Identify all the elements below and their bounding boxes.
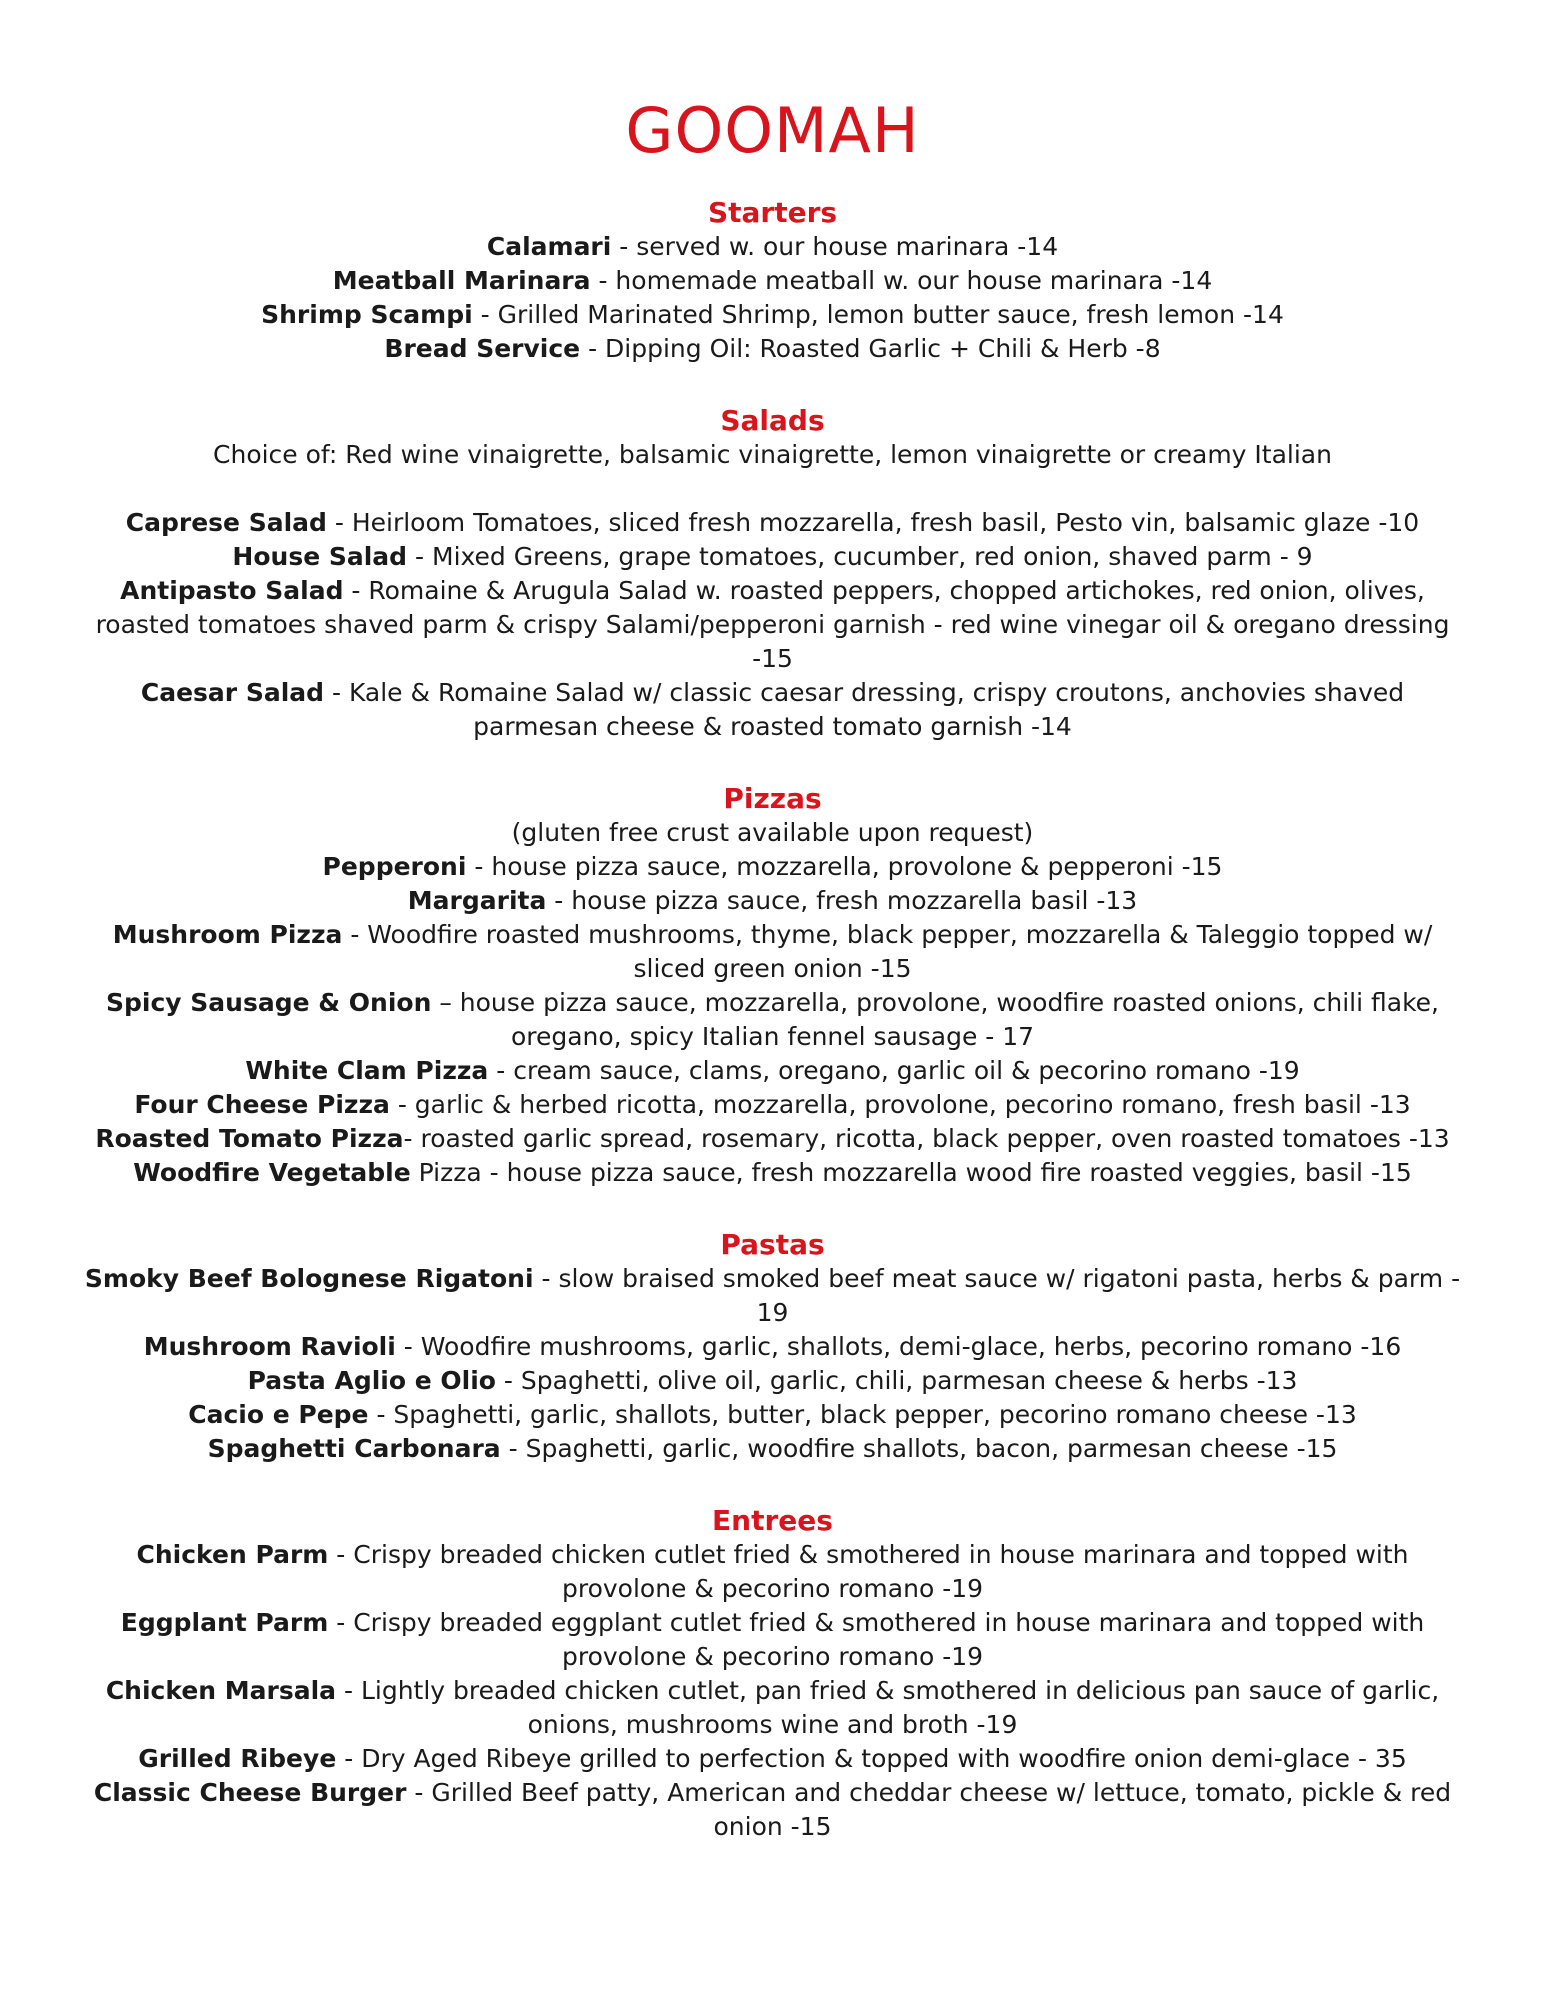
item-name: Eggplant Parm	[120, 1608, 329, 1637]
item-name: Margarita	[407, 886, 547, 915]
item-name: Pasta Aglio e Olio	[247, 1366, 496, 1395]
item-name: White Clam Pizza	[245, 1056, 489, 1085]
item-description: Pizza - house pizza sauce, fresh mozzarella wood fire roasted veggies, basil -15	[410, 1158, 1412, 1187]
item-name: Caesar Salad	[140, 678, 325, 707]
menu-item	[83, 1674, 1463, 1742]
item-name: Roasted Tomato Pizza	[95, 1124, 404, 1153]
item-name: Mushroom Ravioli	[143, 1332, 396, 1361]
item-name: Antipasto Salad	[120, 576, 344, 605]
menu-item	[83, 298, 1463, 332]
item-description: - house pizza sauce, fresh mozzarella basil -13	[546, 886, 1138, 915]
menu-item	[83, 1606, 1463, 1674]
item-description: – house pizza sauce, mozzarella, provolone, woodfire roasted onions, chili flake, oregano, spicy Italian fennel sausage - 17	[431, 988, 1439, 1051]
menu-item	[83, 264, 1463, 298]
item-description: - Kale & Romaine Salad w/ classic caesar dressing, crispy croutons, anchovies shaved parmesan cheese & roasted tomato garnish -14	[324, 678, 1405, 741]
menu-item	[83, 850, 1463, 884]
item-name: Mushroom Pizza	[112, 920, 343, 949]
section-entrees	[83, 1504, 1463, 1844]
item-description: - garlic & herbed ricotta, mozzarella, provolone, pecorino romano, fresh basil -13	[389, 1090, 1411, 1119]
menu-item	[83, 1088, 1463, 1122]
section-heading-pizzas: Pizzas	[723, 782, 822, 815]
item-description: - Spaghetti, garlic, woodfire shallots, bacon, parmesan cheese -15	[500, 1434, 1338, 1463]
item-description: - cream sauce, clams, oregano, garlic oil & pecorino romano -19	[488, 1056, 1300, 1085]
section-heading-salads: Salads	[720, 404, 825, 437]
section-salads	[83, 404, 1463, 744]
item-description: - slow braised smoked beef meat sauce w/ rigatoni pasta, herbs & parm - 19	[533, 1264, 1461, 1327]
menu-item	[83, 540, 1463, 574]
section-heading-starters: Starters	[707, 196, 838, 229]
item-description: - Romaine & Arugula Salad w. roasted peppers, chopped artichokes, red onion, olives, roasted tomatoes shaved parm & crispy Salami/pepperoni garnish - red wine vinegar oil & oregano dressing -15	[95, 576, 1450, 673]
item-description: - Dry Aged Ribeye grilled to perfection & topped with woodfire onion demi-glace - 35	[336, 1744, 1407, 1773]
item-name: Cacio e Pepe	[188, 1400, 369, 1429]
item-description: - Woodfire mushrooms, garlic, shallots, demi-glace, herbs, pecorino romano -16	[395, 1332, 1402, 1361]
menu-item	[83, 1432, 1463, 1466]
menu-item	[83, 230, 1463, 264]
menu-item	[83, 1156, 1463, 1190]
item-description: - homemade meatball w. our house marinara -14	[590, 266, 1213, 295]
menu-item	[83, 986, 1463, 1054]
item-name: Woodfire Vegetable	[133, 1158, 411, 1187]
item-description: - Heirloom Tomatoes, sliced fresh mozzarella, fresh basil, Pesto vin, balsamic glaze -10	[326, 508, 1420, 537]
menu-item	[83, 332, 1463, 366]
section-pastas	[83, 1228, 1463, 1466]
item-description: - Woodfire roasted mushrooms, thyme, black pepper, mozzarella & Taleggio topped w/ sliced green onion -15	[342, 920, 1433, 983]
item-description: - roasted garlic spread, rosemary, ricotta, black pepper, oven roasted tomatoes -13	[403, 1124, 1450, 1153]
menu-item	[83, 1330, 1463, 1364]
item-name: Calamari	[486, 232, 612, 261]
section-heading-pastas: Pastas	[720, 1228, 825, 1261]
item-name: Spaghetti Carbonara	[207, 1434, 501, 1463]
menu-item	[83, 1364, 1463, 1398]
item-name: Meatball Marinara	[332, 266, 591, 295]
item-description: - Lightly breaded chicken cutlet, pan fried & smothered in delicious pan sauce of garlic, onions, mushrooms wine and broth -19	[336, 1676, 1440, 1739]
menu-item	[83, 506, 1463, 540]
item-description: - house pizza sauce, mozzarella, provolone & pepperoni -15	[466, 852, 1223, 881]
item-name: Shrimp Scampi	[261, 300, 473, 329]
item-description: - served w. our house marinara -14	[611, 232, 1059, 261]
item-description: - Grilled Beef patty, American and cheddar cheese w/ lettuce, tomato, pickle & red onion -15	[406, 1778, 1452, 1841]
menu-item	[83, 574, 1463, 676]
item-name: Classic Cheese Burger	[93, 1778, 407, 1807]
menu-item	[83, 884, 1463, 918]
menu-item	[83, 676, 1463, 744]
item-name: Four Cheese Pizza	[134, 1090, 390, 1119]
item-name: Chicken Marsala	[105, 1676, 337, 1705]
item-description: - Spaghetti, olive oil, garlic, chili, parmesan cheese & herbs -13	[495, 1366, 1298, 1395]
menu-item	[83, 1742, 1463, 1776]
item-name: Smoky Beef Bolognese Rigatoni	[84, 1264, 534, 1293]
restaurant-title: GOOMAH	[625, 94, 920, 167]
item-name: Chicken Parm	[136, 1540, 329, 1569]
item-name: Caprese Salad	[125, 508, 327, 537]
menu-item	[83, 1122, 1463, 1156]
item-name: House Salad	[232, 542, 408, 571]
menu-item	[83, 1398, 1463, 1432]
section-pizzas	[83, 782, 1463, 1190]
menu-item	[83, 1776, 1463, 1844]
item-description: - Crispy breaded chicken cutlet fried & smothered in house marinara and topped with provolone & pecorino romano -19	[328, 1540, 1409, 1603]
item-description: - Grilled Marinated Shrimp, lemon butter sauce, fresh lemon -14	[472, 300, 1284, 329]
item-description: - Dipping Oil: Roasted Garlic + Chili & Herb -8	[580, 334, 1161, 363]
item-name: Bread Service	[384, 334, 581, 363]
menu-item	[83, 918, 1463, 986]
menu-item	[83, 1538, 1463, 1606]
menu-item	[83, 1262, 1463, 1330]
dressing-note: Choice of: Red wine vinaigrette, balsamic vinaigrette, lemon vinaigrette or creamy Italian	[213, 440, 1332, 469]
item-description: - Crispy breaded eggplant cutlet fried & smothered in house marinara and topped with provolone & pecorino romano -19	[328, 1608, 1425, 1671]
item-name: Grilled Ribeye	[138, 1744, 337, 1773]
section-starters	[83, 196, 1463, 366]
item-description: - Spaghetti, garlic, shallots, butter, black pepper, pecorino romano cheese -13	[368, 1400, 1357, 1429]
section-heading-entrees: Entrees	[712, 1504, 833, 1537]
menu-item	[83, 1054, 1463, 1088]
item-name: Pepperoni	[322, 852, 467, 881]
item-name: Spicy Sausage & Onion	[106, 988, 432, 1017]
gluten-free-note: (gluten free crust available upon request)	[511, 818, 1034, 847]
item-description: - Mixed Greens, grape tomatoes, cucumber, red onion, shaved parm - 9	[407, 542, 1313, 571]
